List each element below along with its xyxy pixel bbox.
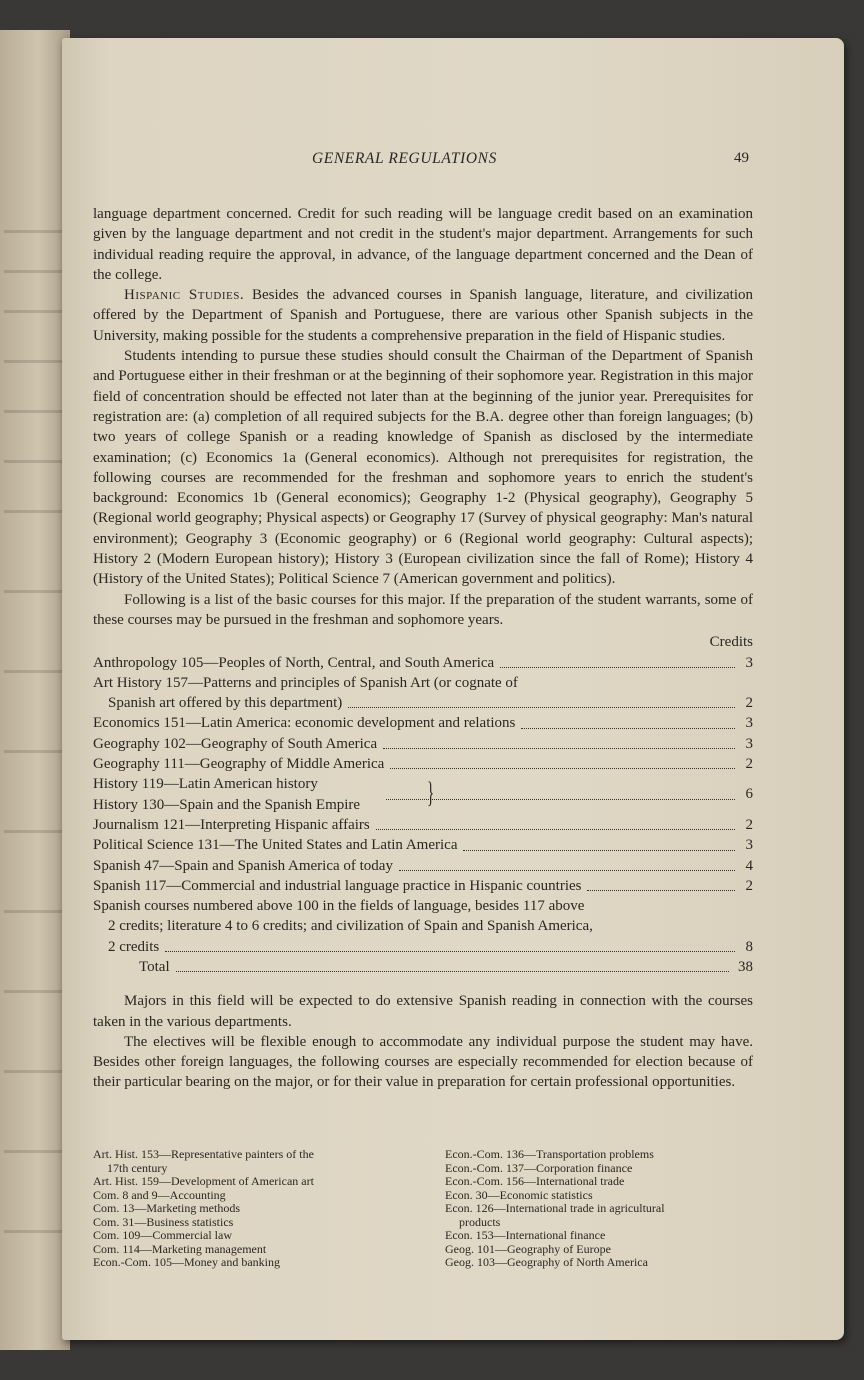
elective-item: 17th century xyxy=(107,1160,168,1175)
elective-item: Econ.-Com. 156—International trade xyxy=(445,1174,625,1188)
electives-left-column xyxy=(93,1148,411,1270)
course-name: 2 credits; literature 4 to 6 credits; and civilization of Spain and Spanish America, xyxy=(108,918,593,935)
elective-item: Com. 31—Business statistics xyxy=(93,1214,234,1229)
course-name: Geography 102—Geography of South America xyxy=(93,735,378,752)
course-credits: 8 xyxy=(745,938,753,955)
total-row xyxy=(93,957,753,977)
course-row xyxy=(93,937,753,957)
page-number: 49 xyxy=(734,150,749,166)
book-page xyxy=(62,38,844,1340)
course-row xyxy=(93,774,753,803)
paragraph-4: Following is a list of the basic courses for this major. If the preparation of the student warrants, some of these courses may be pursued in the freshman and sophomore years. xyxy=(93,591,753,628)
course-name: Geography 111—Geography of Middle America xyxy=(93,756,385,773)
paragraph-hispanic-studies xyxy=(93,285,753,346)
course-credits: 3 xyxy=(745,735,753,752)
electives-lists xyxy=(93,1148,763,1270)
elective-item: Com. 114—Marketing management xyxy=(93,1241,267,1256)
course-credits: 2 xyxy=(745,756,753,773)
elective-item: Econ. 30—Economic statistics xyxy=(445,1187,593,1202)
elective-item: products xyxy=(459,1214,501,1229)
paragraph-3: Students intending to pursue these studies should consult the Chairman of the Department of Spanish and Portuguese either in their freshman or at the beginning of their sophomore year. Registration in this major field of concentration should be effected not later than at the beginning of the junior year. Prerequisites for registration are: (a) completion of all required subjects for the B.A. degree other than foreign languages; (b) two years of college Spanish or a reading knowledge of Spanish as disclosed by the intermediate examination; (c) Economics 1a (General economics). Although not prerequisites for registration, the following courses are recommended for the freshman and sophomore years to enrich the student's background: Economics 1b (General economics); Geography 1-2 (Physical geography), Geography 5 (Regional world geography; Physical aspects) or Geography 17 (Survey of physical geography: Man's natural environment); Geography 3 (Economic geography) or 6 (Regional world geography: Cultural aspects); History 2 (Modern European history); History 3 (European civilization since the fall of Rome); History 4 (History of the United States); Political Science 7 (American government and politics). xyxy=(93,348,753,588)
course-name: Spanish courses numbered above 100 in the fields of language, besides 117 above xyxy=(93,898,585,915)
elective-item: Econ.-Com. 105—Money and banking xyxy=(93,1255,280,1269)
history-course-group xyxy=(93,774,753,815)
course-name: History 119—Latin American history xyxy=(93,776,318,793)
paragraph-1: language department concerned. Credit for such reading will be language credit based on an examination given by the language department and not credit in the student's major department. Arrangements for such individual reading require the approval, in advance, of the language department concerned and the Dean of the college. xyxy=(93,206,753,283)
course-credits: 3 xyxy=(745,837,753,854)
paragraph-6: The electives will be flexible enough to accommodate any individual purpose the student may have. Besides other foreign languages, the following courses are especially recommended for election because of their particular bearing on the major, or for their value in preparation for certain professional opportunities. xyxy=(93,1033,753,1091)
course-row xyxy=(93,713,753,733)
course-row xyxy=(93,754,753,774)
course-name: Political Science 131—The United States and Latin America xyxy=(93,837,458,854)
elective-item: Econ.-Com. 136—Transportation problems xyxy=(445,1147,654,1161)
course-credits: 2 xyxy=(745,877,753,894)
course-name: Spanish 47—Spain and Spanish America of today xyxy=(93,857,393,874)
course-credits: 4 xyxy=(745,857,753,874)
course-list xyxy=(93,653,753,978)
course-name: Art History 157—Patterns and principles of Spanish Art (or cognate of xyxy=(93,674,518,691)
course-credits: 6 xyxy=(745,786,753,803)
credits-header: Credits xyxy=(709,634,753,651)
elective-item: Econ.-Com. 137—Corporation finance xyxy=(445,1160,633,1175)
course-credits: 2 xyxy=(745,695,753,712)
course-credits: 2 xyxy=(745,816,753,833)
course-row xyxy=(93,815,753,835)
course-name: Economics 151—Latin America: economic development and relations xyxy=(93,715,516,732)
course-row xyxy=(93,876,753,896)
course-name: Spanish art offered by this department) xyxy=(108,695,343,712)
course-row xyxy=(93,835,753,855)
course-row xyxy=(93,653,753,673)
course-name: Spanish 117—Commercial and industrial language practice in Hispanic countries xyxy=(93,877,582,894)
elective-item: Com. 13—Marketing methods xyxy=(93,1201,240,1215)
facing-page-edge xyxy=(0,30,70,1350)
elective-item: Art. Hist. 159—Development of American art xyxy=(93,1174,314,1188)
course-credits: 3 xyxy=(745,715,753,732)
page-body xyxy=(93,204,753,1093)
course-name: History 130—Spain and the Spanish Empire xyxy=(93,796,361,813)
elective-item: Com. 109—Commercial law xyxy=(93,1228,232,1242)
section-lead: Hispanic Studies. xyxy=(124,287,245,304)
paragraph-2-text: Besides the advanced courses in Spanish language, literature, and civilization offered by the Department of Spanish and Portuguese, there are various other Spanish subjects in the University, making possible for the students a comprehensive preparation in the field of Hispanic studies. xyxy=(93,287,754,344)
course-row xyxy=(93,734,753,754)
running-head: GENERAL REGULATIONS xyxy=(312,150,497,167)
total-credits: 38 xyxy=(738,958,753,975)
course-row xyxy=(93,693,753,713)
course-credits: 3 xyxy=(745,654,753,671)
elective-item: Geog. 101—Geography of Europe xyxy=(445,1241,611,1256)
elective-item: Geog. 103—Geography of North America xyxy=(445,1255,648,1269)
elective-item: Com. 8 and 9—Accounting xyxy=(93,1187,226,1202)
page-header xyxy=(62,150,844,172)
course-name: Anthropology 105—Peoples of North, Central, and South America xyxy=(93,654,495,671)
elective-item: Econ. 126—International trade in agricultural xyxy=(445,1201,665,1215)
course-row xyxy=(93,673,753,693)
elective-item: Art. Hist. 153—Representative painters of the xyxy=(93,1147,314,1161)
total-label: Total xyxy=(139,958,170,975)
electives-right-column xyxy=(445,1148,763,1270)
brace-icon: } xyxy=(427,776,435,810)
paragraph-5: Majors in this field will be expected to do extensive Spanish reading in connection with the courses taken in the various departments. xyxy=(93,993,753,1030)
course-name: Journalism 121—Interpreting Hispanic affairs xyxy=(93,816,370,833)
course-row xyxy=(93,856,753,876)
course-row xyxy=(93,916,753,936)
course-name: 2 credits xyxy=(108,938,160,955)
elective-item: Econ. 153—International finance xyxy=(445,1228,606,1242)
course-row xyxy=(93,896,753,916)
